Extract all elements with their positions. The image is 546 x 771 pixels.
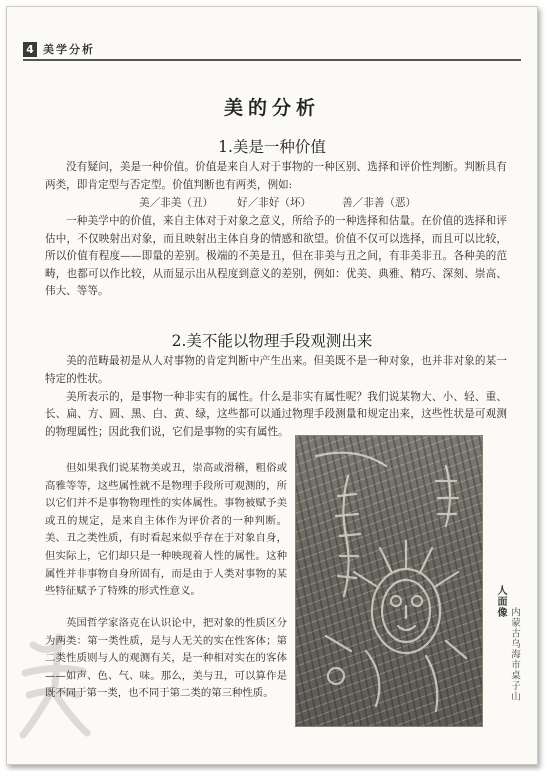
- face-carving-figure: [296, 436, 482, 726]
- section2-paragraph-2: 美所表示的，是事物一种非实有的属性。什么是非实有属性呢？我们说某物大、小、轻、重、长、扁、方、圆、黑、白、黄、绿，这些都可以通过物理手段测量和规定出来，这些性状是可观测的物理属性；因此我们说，它们是事物的实有属性。: [45, 391, 507, 438]
- section1-paragraph-1: 没有疑问，美是一种价值。价值是来自人对于事物的一种区别、选择和评价性判断。判断具有两类，即肯定型与否定型。价值判断也有两类，例如:: [45, 161, 507, 191]
- page-title: 美的分析: [223, 97, 320, 119]
- caption-title: 人面像: [495, 585, 506, 618]
- section2-heading: 2.美不能以物理手段观测出来: [171, 332, 373, 350]
- section1-paragraph-2: 一种美学中的价值，来自主体对于对象之意义，所给予的一种选择和估量。在价值的选择和评估中，不仅映射出对象，而且映射出主体自身的情感和欲望。价值不仅可以选择，而且可以比较，所以价值有程度——即量的差别。极端的不美是丑，但在非美与丑之间，有非美非丑。各种美的范畴，也都可以作比较，从而显示出从程度到意义的差别，例如：优美、典雅、精巧、深刻、崇高、伟大、等等。: [45, 215, 507, 297]
- section2-paragraph-4: 英国哲学家洛克在认识论中，把对象的性质区分为两类：第一类性质，是与人无关的实在性客体；第二类性质则与人的观测有关，是一种相对实在的客体——如声、色、气、味。那么，美与丑，可以算作是既不同于第一类，也不同于第二类的第三种性质。: [45, 617, 287, 700]
- section2-paragraph-1: 美的范畴最初是从人对事物的肯定判断中产生出来。但美既不是一种对象，也并非对象的某一特定的性状。: [45, 355, 507, 385]
- brush-calligraphy-decoration: [15, 625, 95, 745]
- running-title: 美学分析: [43, 43, 95, 56]
- caption-location: 内蒙古乌海市桌子山: [509, 607, 520, 702]
- header-rule: [23, 59, 521, 61]
- running-header: [23, 41, 95, 57]
- figure-caption: [493, 585, 521, 715]
- book-page: [6, 6, 538, 765]
- value-example-good: 好／非好（坏）: [237, 197, 312, 209]
- page-number: 4: [23, 42, 37, 57]
- section2-paragraph-3: 但如果我们说某物美或丑，崇高或滑稽，粗俗或高雅等等，这些属性就不是物理手段所可观测的，所以它们并不是事物物理性的实体属性。事物被赋予美或丑的规定，是来自主体作为评价者的一种判断。美、丑之类性质，有时看起来似乎存在于对象自身，但实际上，它们却只是一种映现着人性的属性。这种属性并非事物自身所固有，而是由于人类对事物的某些特征赋予了特殊的形式性意义。: [45, 462, 287, 598]
- value-example-beauty: 美／非美（丑）: [139, 197, 214, 209]
- section1-heading: 1.美是一种价值: [218, 138, 326, 156]
- value-example-virtue: 善／非善（恶）: [342, 197, 417, 209]
- rock-carving-photo: [295, 435, 483, 727]
